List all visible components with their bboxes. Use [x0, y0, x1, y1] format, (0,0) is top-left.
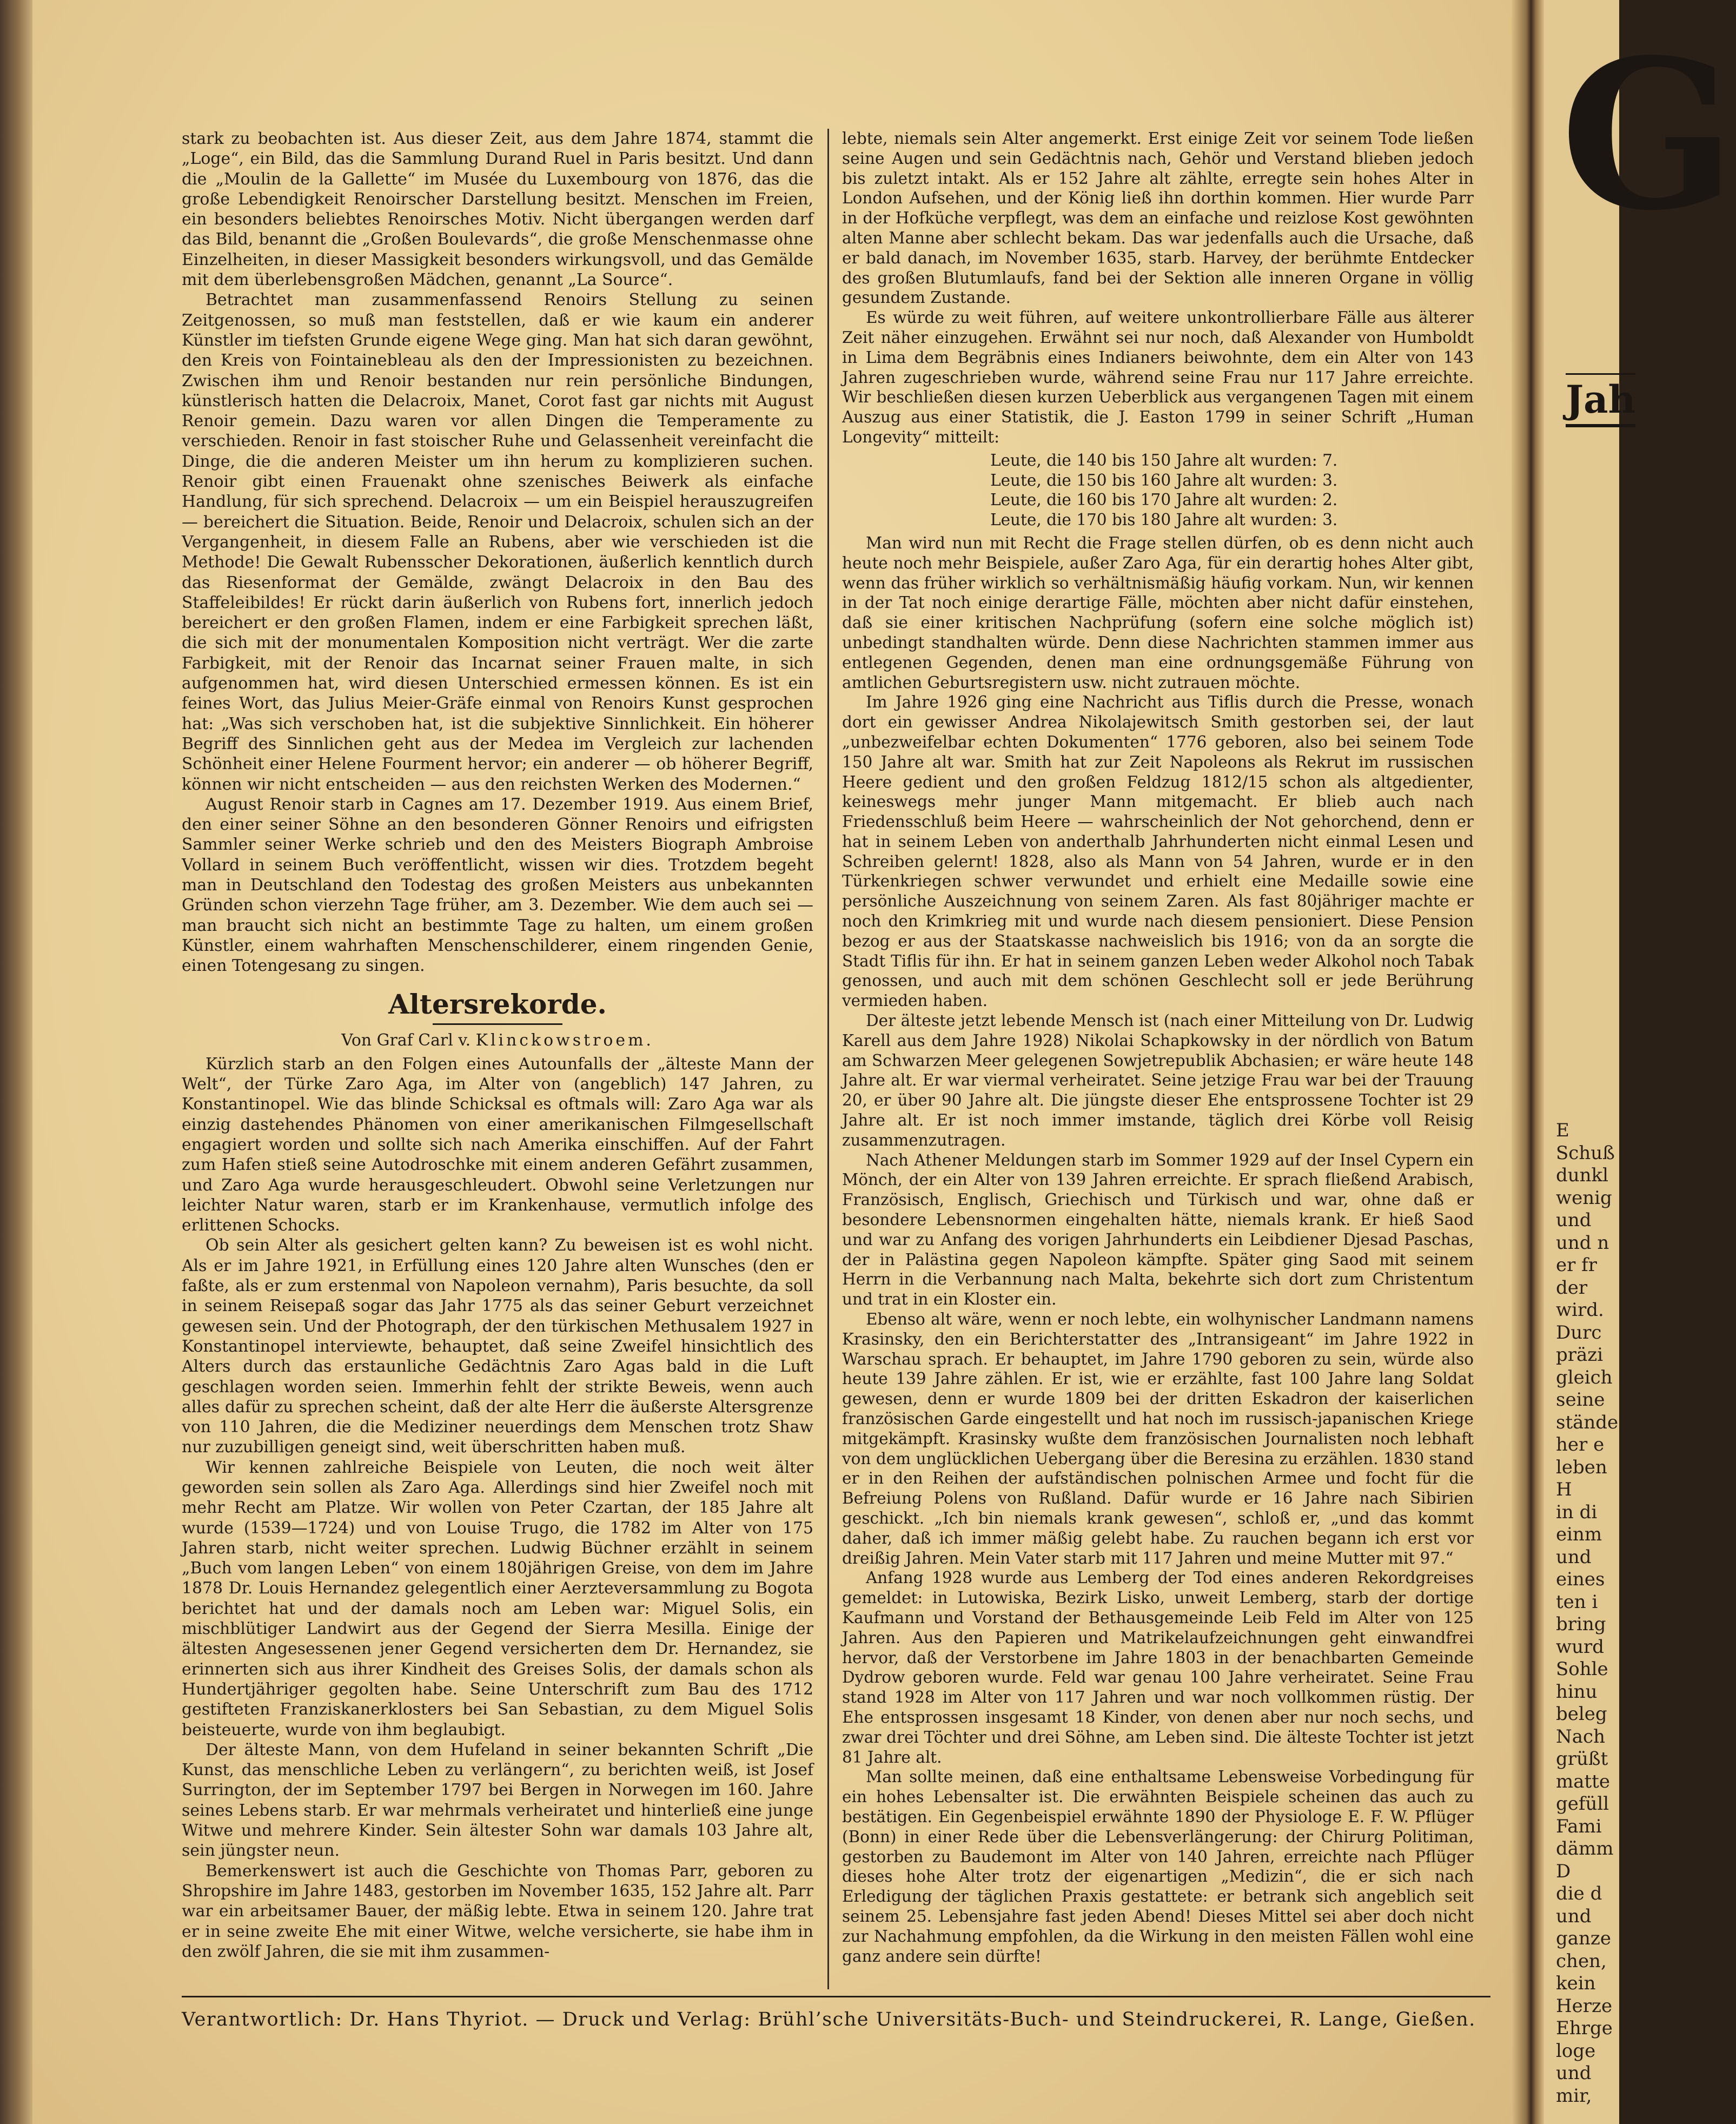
adjacent-page-line: beleg	[1556, 1703, 1607, 1725]
adjacent-page-line: präzi	[1556, 1344, 1604, 1366]
article-paragraph: Kürzlich starb an den Folgen eines Autounfalls der „älteste Mann der Welt“, der Türke Zaro Aga, im Alter von (angeblich) 147 Jahren, zu Konstantinopel. Wie das blinde Schicksal es oftmals will: Zaro Aga war als einzig dastehendes Phänomen von einer amerikanischen Filmgesellschaft engagiert worden und sollte sich nach Amerika einschiffen. Auf der Fahrt zum Hafen stieß seine Autodroschke mit einem anderen Gefährt zusammen, und Zaro Aga wurde herausgeschleudert. Obwohl seine Verletzungen nur leichter Natur waren, starb er im Krankenhause, vermutlich infolge des erlittenen Schocks.	[182, 1054, 813, 1235]
adjacent-page-line: gleich	[1556, 1366, 1613, 1388]
adjacent-page-line: grüßt	[1556, 1748, 1608, 1770]
article-paragraph: Der älteste Mann, von dem Hufeland in seiner bekannten Schrift „Die Kunst, das menschliche Leben zu verlängern“, zu berichten weiß, ist Josef Surrington, der im September 1797 bei Bergen in Norwegen im 160. Jahre seines Lebens starb. Er war mehrmals verheiratet und hinterließ eine junge Witwe und mehrere Kinder. Sein ältester Sohn war damals 103 Jahre alt, sein jüngster neun.	[182, 1740, 813, 1861]
article-paragraph: Es würde zu weit führen, auf weitere unkontrollierbare Fälle aus älterer Zeit näher einzugehen. Erwähnt sei nur noch, daß Alexander von Humboldt in Lima dem Begräbnis eines Indianers beiwohnte, dem ein Alter von 143 Jahren zugeschrieben wurde, während seine Frau nur 117 Jahre erreichte. Wir beschließen diesen kurzen Ueberblick aus vergangenen Tagen mit einem Auszug aus einer Statistik, die J. Easton 1799 in seiner Schrift „Human Longevity“ mitteilt:	[842, 308, 1474, 446]
adjacent-page-line: gefüll	[1556, 1793, 1609, 1815]
article-paragraph: Wir kennen zahlreiche Beispiele von Leuten, die noch weit älter geworden sein sollen als Zaro Aga. Allerdings sind hier Zweifel noch mit mehr Recht am Platze. Wir wollen von Peter Czartan, der 185 Jahre alt wurde (1539—1724) und von Louise Trugo, die 1782 im Alter von 175 Jahren starb, nicht weiter sprechen. Ludwig Büchner erzählt in seinem „Buch vom langen Leben“ von einem 180jährigen Greise, von dem im Jahre 1878 Dr. Louis Hernandez gelegentlich einer Aerzteversammlung zu Bogota berichtet hat und der damals noch am Leben war: Miguel Solis, ein mischblütiger Landwirt aus der Gegend der Sierra Mesilla. Einige der ältesten Angesessenen jener Gegend versicherten dem Dr. Hernandez, sie erinnerten sich aus ihrer Kindheit des Greises Solis, der damals schon als Hundertjähriger gegolten habe. Seine Unterschrift zum Bau des 1712 gestifteten Franziskanerklosters bei San Sebastian, zu dem Miguel Solis beisteuerte, wurde von ihm beglaubigt.	[182, 1458, 813, 1739]
adjacent-page-line: her e	[1556, 1434, 1605, 1455]
article-paragraph: lebte, niemals sein Alter angemerkt. Erst einige Zeit vor seinem Tode ließen seine Augen und sein Gedächtnis nach, Gehör und Verstand blieben jedoch bis zuletzt intakt. Als er 152 Jahre alt zählte, erregte sein hohes Alter in London Aufsehen, und der König ließ ihn dorthin kommen. Hier wurde Parr in der Hofküche verpflegt, was dem an einfache und reizlose Kost gewöhnten alten Manne aber schlecht bekam. Das war jedenfalls auch die Ursache, daß er bald danach, im November 1635, starb. Harvey, der berühmte Entdecker des großen Blutumlaufs, fand bei der Sektion alle inneren Organe in völlig gesundem Zustande.	[842, 129, 1474, 307]
book-gutter	[1512, 0, 1544, 2124]
statistic-line: Leute, die 150 bis 160 Jahre alt wurden: 3.	[990, 471, 1338, 489]
article-continuation-paragraph: stark zu beobachten ist. Aus dieser Zeit, aus dem Jahre 1874, stammt die „Loge“, ein Bild, das die Sammlung Durand Ruel in Paris besitzt. Und dann die „Moulin de la Gallette“ im Musée du Luxembourg von 1876, das die große Lebendigkeit Renoirscher Darstellung besitzt. Menschen im Freien, ein besonders beliebtes Renoirsches Motiv. Nicht übergangen werden darf das Bild, benannt die „Großen Boulevards“, die große Menschenmasse ohne Einzelheiten, in dieser Massigkeit besonders wirkungsvoll, und das Gemälde mit dem überlebensgroßen Mädchen, genannt „La Source“.	[182, 129, 813, 290]
adjacent-page-line: loge	[1556, 2040, 1596, 2062]
adjacent-page-initial: G	[1560, 14, 1736, 256]
adjacent-page-line: die d	[1556, 1883, 1602, 1904]
adjacent-page-line: Durc	[1556, 1321, 1602, 1344]
adjacent-page-line: und n	[1556, 1232, 1609, 1254]
statistic-line: Leute, die 170 bis 180 Jahre alt wurden: 3.	[990, 511, 1338, 530]
right-column	[842, 129, 1474, 1966]
adjacent-page-line: ganze	[1556, 1928, 1611, 1949]
adjacent-page-line: und	[1556, 2062, 1592, 2084]
article-paragraph: Man sollte meinen, daß eine enthaltsame Lebensweise Vorbedingung für ein hohes Lebensalter ist. Die erwähnten Beispiele scheinen das auch zu bestätigen. Ein Gegenbeispiel erwähnte 1890 der Physiologe E. F. W. Pflüger (Bonn) in einer Rede über die Lebensverlängerung: der Chirurg Politiman, gestorben zu Baudemont im Alter von 140 Jahren, erreichte nach Pflüger dieses hohe Alter trotz der eigenartigen „Medizin“, die er sich nach Erledigung der täglichen Praxis gestattete: er betrank sich angeblich seit seinem 25. Lebensjahre fast jeden Abend! Dieses Mittel sei aber doch nicht zur Nachahmung empfohlen, da die Wirkung in den meisten Fällen wohl eine ganz andere sein dürfte!	[842, 1768, 1474, 1966]
adjacent-page-line: ten i	[1556, 1591, 1598, 1613]
adjacent-page-fragment	[1544, 0, 1736, 2124]
adjacent-page-line: H	[1556, 1479, 1572, 1500]
adjacent-page-line: wird.	[1556, 1299, 1604, 1321]
article-continuation-paragraph: August Renoir starb in Cagnes am 17. Dezember 1919. Aus einem Brief, den einer seiner Söhne an den besonderen Gönner Renoirs und eifrigsten Sammler seiner Werke schrieb und den des Meisters Biograph Ambroise Vollard in seinem Buch veröffentlicht, wissen wir dies. Trotzdem begeht man in Deutschland den Todestag des großen Meisters aus unbekannten Gründen schon vierzehn Tage früher, am 3. Dezember. Wie dem auch sei — man braucht sich nicht an bestimmte Tage zu halten, um einem großen Künstler, einem wahrhaften Menschenschilderer, einem ringenden Genie, einen Totengesang zu singen.	[182, 795, 813, 976]
article-paragraph: Man wird nun mit Recht die Frage stellen dürfen, ob es denn nicht auch heute noch mehr Beispiele, außer Zaro Aga, für ein derartig hohes Alter gibt, wenn das früher wirklich so verhältnismäßig häufig vorkam. Nun, wir kennen in der Tat noch einige derartige Fälle, möchten aber nicht dafür einstehen, daß sie einer kritischen Nachprüfung (sofern eine solche möglich ist) unbedingt standhalten würde. Denn diese Nachrichten stammen immer aus entlegenen Gegenden, denen man eine ordnungsgemäße Führung von amtlichen Geburtsregistern usw. nicht zutrauen möchte.	[842, 533, 1474, 692]
adjacent-page-line: dunkl	[1556, 1164, 1609, 1186]
adjacent-page-line: eines	[1556, 1569, 1605, 1590]
adjacent-page-line: wurd	[1556, 1636, 1605, 1658]
adjacent-page-line: mir,	[1556, 2085, 1592, 2107]
adjacent-page-line: und	[1556, 1209, 1592, 1231]
adjacent-page-line: E	[1556, 1120, 1569, 1141]
adjacent-page-heading: Jah	[1566, 373, 1635, 427]
footer-rule	[182, 1996, 1490, 1997]
adjacent-page-line: Nach	[1556, 1725, 1605, 1748]
adjacent-page-line: dämm	[1556, 1838, 1614, 1860]
article-paragraph: Anfang 1928 wurde aus Lemberg der Tod eines anderen Rekordgreises gemeldet: in Lutowiska, Bezirk Lisko, unweit Lemberg, starb der dortige Kaufmann und Vorstand der Bethausgemeinde Leib Feld im Alter von 125 Jahren. Aus den Papieren und Matrikelaufzeichnungen geht einwandfrei hervor, daß der Verstorbene im Jahre 1803 in der benachbarten Gemeinde Dydrow geboren wurde. Feld war genau 100 Jahre verheiratet. Seine Frau stand 1928 im Alter von 117 Jahren und war noch vollkommen rüstig. Der Ehe entsprossen insgesamt 18 Kinder, von denen aber nur noch sechs, und zwar drei Töchter und drei Söhne, am Leben sind. Die älteste Tochter ist jetzt 81 Jahre alt.	[842, 1569, 1474, 1766]
adjacent-page-line: und	[1556, 1546, 1592, 1568]
adjacent-page-line: in di	[1556, 1501, 1598, 1523]
article-paragraph: Ob sein Alter als gesichert gelten kann? Zu beweisen ist es wohl nicht. Als er im Jahre 1921, in Erfüllung eines 120 Jahre alten Wunsches (den er faßte, als er zum erstenmal von Napoleon vernahm), Paris besuchte, da soll in seinem Reisepaß sogar das Jahr 1775 als das seiner Geburt verzeichnet gewesen sein. Und der Photograph, der den türkischen Methusalem 1927 in Konstantinopel interviewte, behauptet, daß seine Zweifel hinsichtlich des Alters durch das erstaunliche Gedächtnis Zaro Agas bald in die Luft geschlagen worden seien. Immerhin fehlt der strikte Beweis, wenn auch alles dafür zu sprechen scheint, daß der alte Herr die äußerste Altersgrenze von 110 Jahren, die die Mediziner neuerdings dem Menschen trotz Shaw nur zuzubilligen geneigt sind, weit überschritten haben muß.	[182, 1236, 813, 1457]
article-continuation-paragraph: Betrachtet man zusammenfassend Renoirs Stellung zu seinen Zeitgenossen, so muß man feststellen, daß er wie kaum ein anderer Künstler im tiefsten Grunde eigene Wege ging. Man hat sich daran gewöhnt, den Kreis von Fointainebleau als den der Impressionisten zu bezeichnen. Zwischen ihm und Renoir bestanden nur rein persönliche Bindungen, künstlerisch hatten die Delacroix, Manet, Corot fast gar nichts mit August Renoir gemein. Dazu waren vor allen Dingen die Temperamente zu verschieden. Renoir in fast stoischer Ruhe und Gelassenheit vereinfacht die Dinge, die die anderen Meister um ihn herum zu komplizieren suchen. Renoir gibt einen Frauenakt ohne szenisches Beiwerk als einfache Handlung, für sich sprechend. Delacroix — um ein Beispiel herauszugreifen — bereichert die Situation. Beide, Renoir und Delacroix, schulen sich an der Vergangenheit, in diesem Falle an Rubens, aber wie verschieden ist die Methode! Die Gewalt Rubensscher Dekorationen, äußerlich kenntlich durch das Riesenformat der Gemälde, zwängt Delacroix in den Bau des Staffeleibildes! Er rückt darin äußerlich von Rubens fort, innerlich jedoch bereichert er den großen Flamen, indem er eine Farbigkeit sprechen läßt, die sich mit der monumentalen Komposition nicht verträgt. Wer die zarte Farbigkeit, mit der Renoir das Incarnat seiner Frauen malte, in sich aufgenommen hat, wird diesen Unterschied ermessen können. Es ist ein feines Wort, das Julius Meier-Gräfe einmal von Renoirs Kunst gesprochen hat: „Was sich verschoben hat, ist die subjektive Sinnlichkeit. Ein höherer Begriff des Sinnlichen geht aus der Medea im Vergleich zur lachenden Schönheit einer Helene Fourment hervor; ein anderer — ob höherer Begriff, können wir nicht entscheiden — aus den reichsten Werken des Modernen.“	[182, 290, 813, 794]
title-underline	[433, 1023, 562, 1025]
adjacent-page-line: chen,	[1556, 1950, 1607, 1972]
adjacent-page-line: matte	[1556, 1770, 1610, 1792]
statistic-line: Leute, die 160 bis 170 Jahre alt wurden: 2.	[990, 491, 1338, 510]
adjacent-page-line: Ehrge	[1556, 2017, 1613, 2039]
adjacent-page-line: leben	[1556, 1456, 1607, 1478]
byline-prefix: Von Graf Carl v.	[341, 1031, 476, 1050]
left-column	[182, 129, 813, 1962]
article-paragraph: Ebenso alt wäre, wenn er noch lebte, ein wolhynischer Landmann namens Krasinsky, den ein Berichterstatter des „Intransigeant“ im Jahre 1922 in Warschau sprach. Er behauptet, im Jahre 1790 geboren zu sein, würde also heute 139 Jahre zählen. Er ist, wie er erzählte, fast 100 Jahre lang Soldat gewesen, denn er wurde 1809 bei der dritten Eskadron der kaiserlichen französischen Garde eingestellt und hat noch im russisch-japanischen Kriege mitgekämpft. Krasinsky wußte dem französischen Journalisten noch lebhaft von dem unglücklichen Uebergang über die Beresina zu erzählen. 1830 stand er in den Reihen der aufständischen polnischen Armee und focht für die Befreiung Polens von Rußland. Dafür wurde er 16 Jahre nach Sibirien geschickt. „Ich bin niemals krank gewesen“, schloß er, „und das kommt daher, daß ich immer mäßig gelebt habe. Zu rauchen begann ich erst vor dreißig Jahren. Mein Vater starb mit 117 Jahren und meine Mutter mit 97.“	[842, 1310, 1474, 1567]
adjacent-page-line: D	[1556, 1860, 1571, 1882]
article-title: Altersrekorde.	[388, 988, 607, 1021]
article-byline	[182, 1030, 813, 1050]
adjacent-page-line: stände	[1556, 1411, 1619, 1433]
adjacent-page-line: einm	[1556, 1524, 1602, 1545]
longevity-statistics	[842, 451, 1474, 530]
article-paragraph: Nach Athener Meldungen starb im Sommer 1929 auf der Insel Cypern ein Mönch, der ein Alter von 139 Jahren erreichte. Er sprach fließend Arabisch, Französisch, Englisch, Griechisch und Türkisch und war, ohne daß er besondere Lebensnormen eingehalten hätte, niemals krank. Er hieß Saod und war zu Anfang des vorigen Jahrhunderts ein Leibdiener Djesad Paschas, der in Palästina gegen Napoleon kämpfte. Später ging Saod mit seinem Herrn in die Verbannung nach Malta, bekehrte sich dort zum Christentum und trat in ein Kloster ein.	[842, 1150, 1474, 1309]
column-divider	[827, 129, 829, 1989]
statistic-line: Leute, die 140 bis 150 Jahre alt wurden: 7.	[990, 451, 1338, 469]
adjacent-page-line: Schuß	[1556, 1142, 1615, 1164]
adjacent-page-line: kein	[1556, 1973, 1596, 1994]
article-paragraph: Im Jahre 1926 ging eine Nachricht aus Tiflis durch die Presse, wonach dort ein gewisser Andrea Nikolajewitsch Smith gestorben sei, der laut „unbezweifelbar echten Dokumenten“ 1776 geboren, also bei seinem Tode 150 Jahre alt war. Smith hat zur Zeit Napoleons als Rekrut im russischen Heere gedient und den großen Feldzug 1812/15 schon als altgedienter, keineswegs mehr junger Mann mitgemacht. Er blieb auch nach Friedensschluß beim Heere — wahrscheinlich der Not gehorchend, denn er hat in seinem Leben von anderthalb Jahrhunderten nicht einmal Lesen und Schreiben gelernt! 1828, also als Mann von 54 Jahren, wurde er in den Türkenkriegen schwer verwundet und erhielt eine Medaille sowie eine persönliche Auszeichnung von seinem Zaren. Als fast 80jähriger machte er noch den Krimkrieg mit und wurde nach diesem pensioniert. Diese Pension bezog er aus der Staatskasse nachweislich bis 1916; von da an sorgte die Stadt Tiflis für ihn. Er hat in seinem ganzen Leben weder Alkohol noch Tabak genossen, und auch mit dem schönen Geschlecht soll er jede Berührung vermieden haben.	[842, 693, 1474, 1010]
imprint-footer: Verantwortlich: Dr. Hans Thyriot. — Druck und Verlag: Brühl’sche Universitäts-Buch- und Steindruckerei, R. Lange, Gießen.	[182, 2009, 1476, 2030]
adjacent-page-line: seine	[1556, 1389, 1605, 1411]
adjacent-page-line: Herze	[1556, 1995, 1613, 2017]
adjacent-page-line: und	[1556, 1905, 1592, 1927]
byline-author: Klinckowstroem.	[475, 1031, 654, 1050]
article-paragraph: Der älteste jetzt lebende Mensch ist (nach einer Mitteilung von Dr. Ludwig Karell aus dem Jahre 1928) Nikolai Schapkowsky in der nördlich von Batum am Schwarzen Meer gelegenen Sowjetrepublik Abchasien; er wäre heute 148 Jahre alt. Er war viermal verheiratet. Seine jetzige Frau war bei der Trauung 20, er über 90 Jahre alt. Die jüngste dieser Ehe entsprossene Tochter ist 29 Jahre alt. Er ist noch immer imstande, täglich drei Körbe voll Reisig zusammenzutragen.	[842, 1011, 1474, 1149]
adjacent-page-line: er fr	[1556, 1254, 1598, 1276]
adjacent-page-line: Fami	[1556, 1815, 1602, 1837]
book-spine-left	[0, 0, 32, 2124]
adjacent-page-line: Sohle	[1556, 1658, 1608, 1680]
article-paragraph: Bemerkenswert ist auch die Geschichte von Thomas Parr, geboren zu Shropshire im Jahre 1483, gestorben im November 1635, 152 Jahre alt. Parr war ein arbeitsamer Bauer, der mäßig lebte. Etwa in seinem 120. Jahre trat er in seine zweite Ehe mit einer Witwe, welche versicherte, sie habe ihm in den zwölf Jahren, die sie mit ihm zusammen-	[182, 1861, 813, 1961]
adjacent-page-line: hinu	[1556, 1680, 1598, 1703]
adjacent-page-line: wenig	[1556, 1187, 1612, 1209]
adjacent-page-line: der	[1556, 1276, 1588, 1299]
adjacent-page-line: bring	[1556, 1613, 1606, 1635]
